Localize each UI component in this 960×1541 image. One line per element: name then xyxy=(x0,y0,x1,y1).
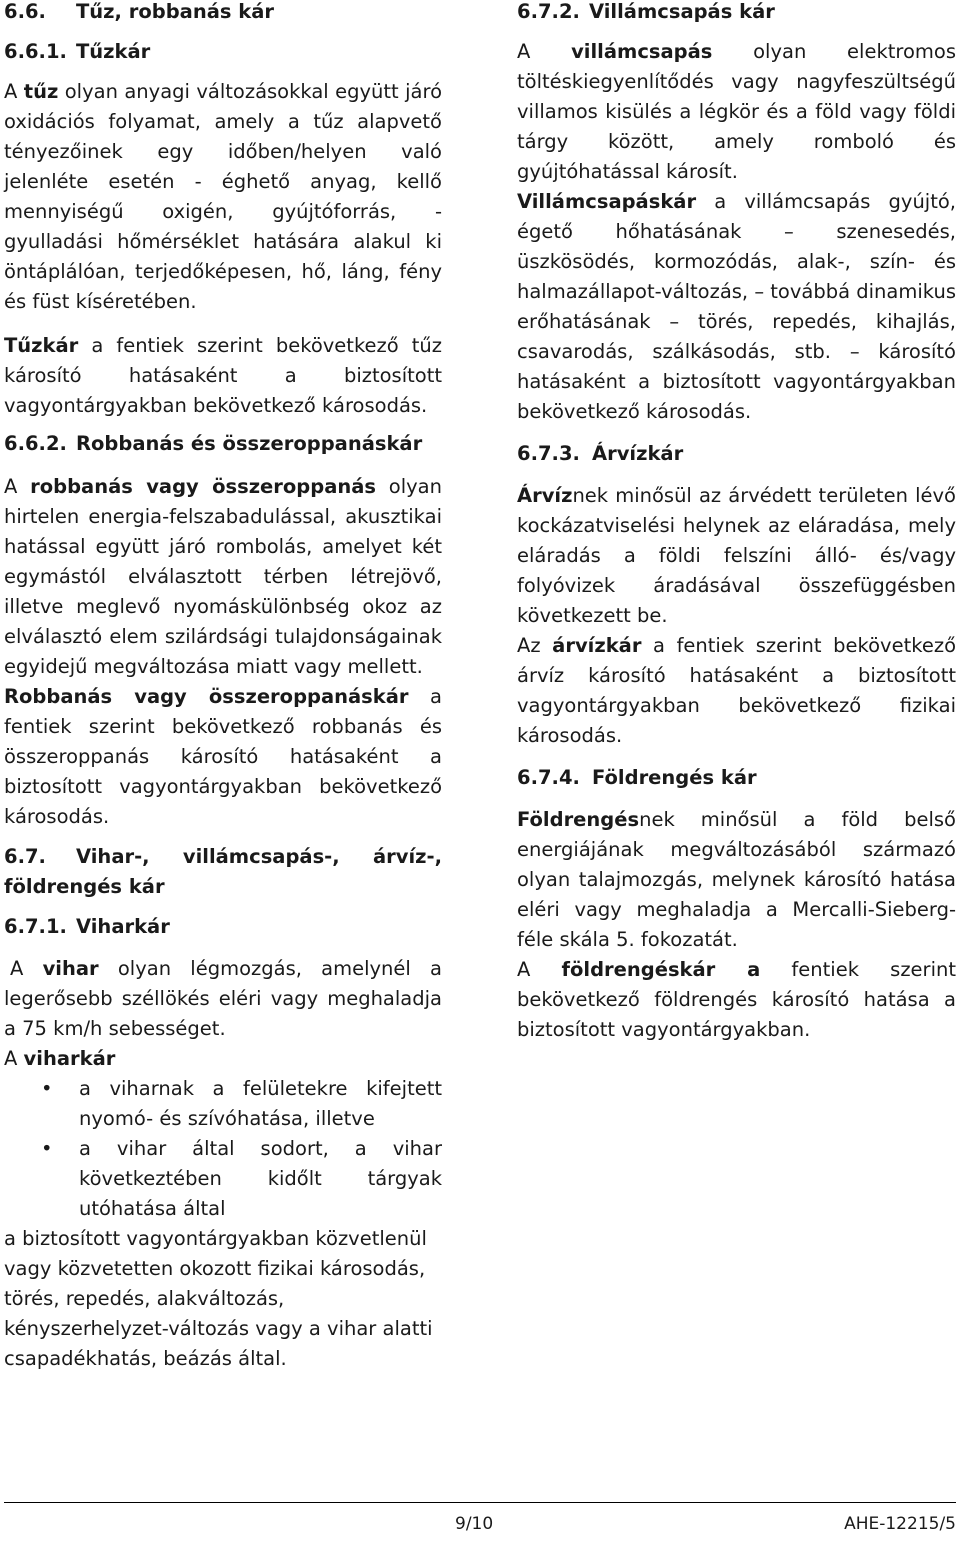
section-heading-6-7-4 xyxy=(517,763,956,793)
page-number: 9/10 xyxy=(455,1514,494,1534)
section-number: 6.6. xyxy=(4,0,46,23)
text: a fentiek szerint bekövetkező tűz károsító hatásaként a biztosított vagyontárgyakban bekövetkező károsodás. xyxy=(4,334,442,417)
paragraph-fire-damage xyxy=(4,331,442,421)
text: fentiek szerint bekövetkező földrengés károsító hatása a biztosított vagyontárgyakban. xyxy=(517,958,956,1041)
term-earthquake-damage: földrengéskár a xyxy=(561,958,761,981)
right-column xyxy=(517,0,956,1045)
section-number: 6.7. xyxy=(4,845,46,868)
list-item xyxy=(4,1134,442,1224)
section-heading-6-7-1 xyxy=(4,912,442,942)
text: nek minősül a föld belső energiájának megváltozásából származó olyan talajmozgás, melynek károsító hatása eléri vagy meghaladja a Mercalli-Sieberg-féle skála 5. fokozatát. xyxy=(517,808,956,951)
section-title: Tűzkár xyxy=(76,40,151,63)
section-number: 6.6.2. xyxy=(4,432,67,455)
text: A xyxy=(10,957,43,980)
section-number: 6.7.1. xyxy=(4,915,67,938)
list-item-text: a vihar által sodort, a vihar következtében kidőlt tárgyak utóhatása által xyxy=(79,1137,442,1220)
section-heading-6-7-2 xyxy=(517,0,956,27)
section-number: 6.6.1. xyxy=(4,40,67,63)
text: a villámcsapás gyújtó, égető hőhatásának – szenesedés, üszkösödés, kormozódás, alak-, szín- és halmazállapot-változás, – továbbá dinamikus erőhatásának – törés, repedés, kihajlás, csavarodás, szálkásodás, stb. – károsító hatásaként a biztosított vagyontárgyakban bekövetkező károsodás. xyxy=(517,190,956,423)
paragraph-earthquake-damage xyxy=(517,955,956,1045)
section-number: 6.7.4. xyxy=(517,766,580,789)
text: A xyxy=(4,475,31,498)
section-title: Viharkár xyxy=(76,915,170,938)
section-heading-6-6-1 xyxy=(4,37,442,67)
section-title: Földrengés kár xyxy=(592,766,757,789)
term-fire: tűz xyxy=(23,80,59,103)
text: olyan elektromos töltéskiegyenlítődés vagy nagyfeszültségű villamos kisülés a légkör és a föld vagy földi tárgy között, amely romboló és gyújtóhatással károsít. xyxy=(517,40,956,183)
section-heading-6-6-2 xyxy=(4,429,442,459)
footer-divider xyxy=(4,1502,956,1503)
section-heading-6-7 xyxy=(4,842,442,902)
document-code: AHE-12215/5 xyxy=(844,1514,956,1534)
bullet-icon: • xyxy=(41,1137,53,1160)
section-number: 6.7.3. xyxy=(517,442,580,465)
paragraph-flood-definition xyxy=(517,481,956,631)
term-lightning: villámcsapás xyxy=(571,40,713,63)
paragraph-fire-definition xyxy=(4,77,442,317)
text: Az xyxy=(517,634,553,657)
text: a fentiek szerint bekövetkező árvíz károsító hatásaként a biztosított vagyontárgyakban bekövetkező fizikai károsodás. xyxy=(517,634,956,747)
text: a fentiek szerint bekövetkező robbanás és összeroppanás károsító hatásaként a biztosított vagyontárgyakban bekövetkező károsodás. xyxy=(4,685,443,828)
term-explosion: robbanás vagy összeroppanás xyxy=(30,475,377,498)
section-title: Vihar-, villámcsapás-, árvíz-, földrengés kár xyxy=(4,845,442,898)
term-storm-damage: viharkár xyxy=(23,1047,116,1070)
bullet-icon: • xyxy=(41,1077,53,1100)
section-title: Tűz, robbanás kár xyxy=(76,0,274,23)
section-title: Villámcsapás kár xyxy=(589,0,775,23)
term-storm: vihar xyxy=(42,957,99,980)
term-flood: Árvíz xyxy=(517,484,573,507)
section-title: Robbanás és összeroppanáskár xyxy=(76,432,423,455)
text: A xyxy=(517,40,572,63)
paragraph-lightning-damage xyxy=(517,187,956,427)
paragraph-earthquake-definition xyxy=(517,805,956,955)
paragraph-storm-damage-intro xyxy=(4,1044,442,1074)
term-earthquake: Földrengés xyxy=(517,808,640,831)
section-title: Árvízkár xyxy=(592,442,684,465)
left-column xyxy=(4,0,442,1374)
text: nek minősül az árvédett területen lévő kockázatviselési helynek az eláradása, mely eláradás a földi felszíni álló- és/vagy folyóvizek áradásával összefüggésben következett be. xyxy=(517,484,956,627)
text: A xyxy=(4,80,24,103)
text: olyan hirtelen energia-felszabadulással, akusztikai hatással együtt járó rombolás, amelyet két egymástól elválasztott térben létrejövő, illetve meglevő nyomáskülönbség okoz az elválasztó elem szilárdsági tulajdonságainak egyidejű megváltozása miatt vagy mellett. xyxy=(4,475,442,678)
list-item-text: a viharnak a felületekre kifejtett nyomó- és szívóhatása, illetve xyxy=(79,1077,442,1130)
section-heading-6-6 xyxy=(4,0,442,27)
text: a biztosított vagyontárgyakban közvetlenül vagy közvetetten okozott fizikai károsodás, törés, repedés, alakváltozás, kényszerhelyzet-változás vagy a vihar alatti csapadékhatás, beázás által. xyxy=(4,1227,433,1370)
term-fire-damage: Tűzkár xyxy=(4,334,79,357)
paragraph-explosion-damage xyxy=(4,682,442,832)
section-number: 6.7.2. xyxy=(517,0,580,23)
term-explosion-damage: Robbanás vagy összeroppanáskár xyxy=(4,685,409,708)
paragraph-explosion-definition xyxy=(4,472,442,682)
term-lightning-damage: Villámcsapáskár xyxy=(517,190,697,213)
paragraph-storm-definition xyxy=(4,954,442,1044)
text: olyan anyagi változásokkal együtt járó oxidációs folyamat, amely a tűz alapvető tényezőinek egy időben/helyen való jelenléte esetén - éghető anyag, kellő mennyiségű oxigén, gyújtóforrás, - gyulladási hőmérséklet hatására alakul ki öntáplálóan, terjedőképesen, hő, láng, fény és füst kíséretében. xyxy=(4,80,442,313)
text: olyan légmozgás, amelynél a legerősebb széllökés eléri vagy meghaladja a 75 km/h sebességet. xyxy=(4,957,442,1040)
storm-damage-list xyxy=(4,1074,442,1224)
paragraph-flood-damage xyxy=(517,631,956,751)
section-heading-6-7-3 xyxy=(517,439,956,469)
paragraph-storm-damage-outcome xyxy=(4,1224,442,1374)
text: A xyxy=(517,958,562,981)
text: A xyxy=(4,1047,24,1070)
paragraph-lightning-definition xyxy=(517,37,956,187)
term-flood-damage: árvízkár xyxy=(552,634,642,657)
list-item xyxy=(4,1074,442,1134)
